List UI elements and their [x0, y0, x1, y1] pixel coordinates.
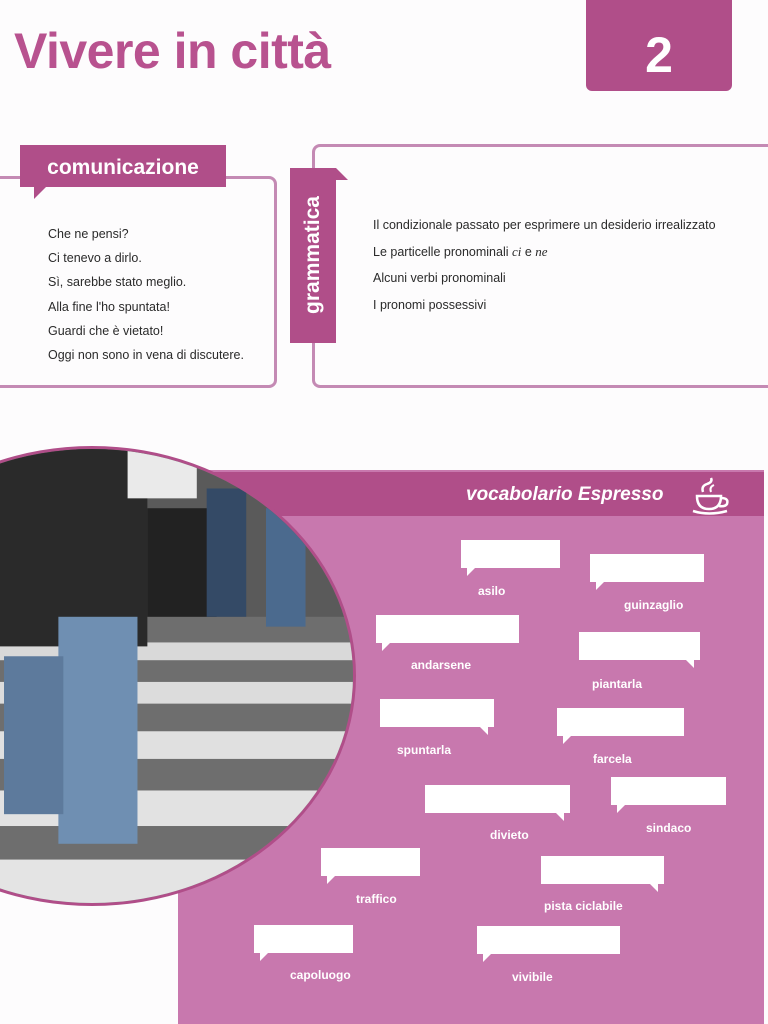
- grammatica-list: [373, 212, 716, 318]
- vocab-word: traffico: [356, 892, 397, 906]
- vocab-word: pista ciclabile: [544, 899, 623, 913]
- vocab-word: divieto: [490, 828, 529, 842]
- list-item: I pronomi possessivi: [373, 297, 487, 312]
- list-item: Che ne pensi?: [48, 227, 129, 241]
- speech-bubble: [611, 777, 726, 805]
- page-title: Vivere in città: [14, 23, 331, 79]
- speech-bubble: [541, 856, 664, 884]
- speech-bubble: [557, 708, 684, 736]
- vocab-word: sindaco: [646, 821, 692, 835]
- particle-ne: ne: [535, 243, 548, 259]
- coffee-cup-icon: [687, 476, 735, 516]
- vocab-word: vivibile: [512, 970, 553, 984]
- comunicazione-label: comunicazione: [20, 145, 226, 187]
- particle-ci: ci: [511, 243, 522, 259]
- speech-bubble: [425, 785, 570, 813]
- particle-conjunction: e: [521, 244, 536, 259]
- list-item: Oggi non sono in vena di discutere.: [48, 347, 244, 362]
- list-item: Alla fine l'ho spuntata!: [48, 299, 170, 314]
- chapter-number: 2: [586, 0, 732, 91]
- list-item: Il condizionale passato per esprimere un desiderio irrealizzato: [373, 218, 716, 232]
- vocab-word: farcela: [593, 752, 632, 766]
- speech-bubble: [376, 615, 519, 643]
- list-item: Alcuni verbi pronominali: [373, 271, 506, 285]
- speech-bubble: [321, 848, 420, 876]
- vocab-word: guinzaglio: [624, 598, 684, 612]
- speech-bubble: [254, 925, 353, 953]
- speech-bubble: [477, 926, 620, 954]
- vocabolario-title: vocabolario Espresso: [466, 484, 664, 505]
- list-item: Ci tenevo a dirlo.: [48, 251, 142, 266]
- speech-bubble: [461, 540, 560, 568]
- list-item-text: Le particelle pronominali: [373, 244, 509, 259]
- speech-bubble: [579, 632, 700, 660]
- list-item: Sì, sarebbe stato meglio.: [48, 275, 187, 290]
- vocab-word: asilo: [478, 584, 506, 598]
- vocab-word: spuntarla: [397, 743, 452, 757]
- speech-bubble: [380, 699, 494, 727]
- grammatica-label: grammatica: [301, 196, 324, 314]
- list-item: [373, 239, 716, 266]
- comunicazione-list: [48, 222, 244, 367]
- vocab-word: capoluogo: [290, 968, 351, 982]
- list-item: Guardi che è vietato!: [48, 323, 164, 338]
- speech-bubble: [590, 554, 704, 582]
- street-crossing-photo: [0, 446, 356, 906]
- vocab-word: piantarla: [592, 677, 643, 691]
- vocab-word: andarsene: [411, 658, 472, 672]
